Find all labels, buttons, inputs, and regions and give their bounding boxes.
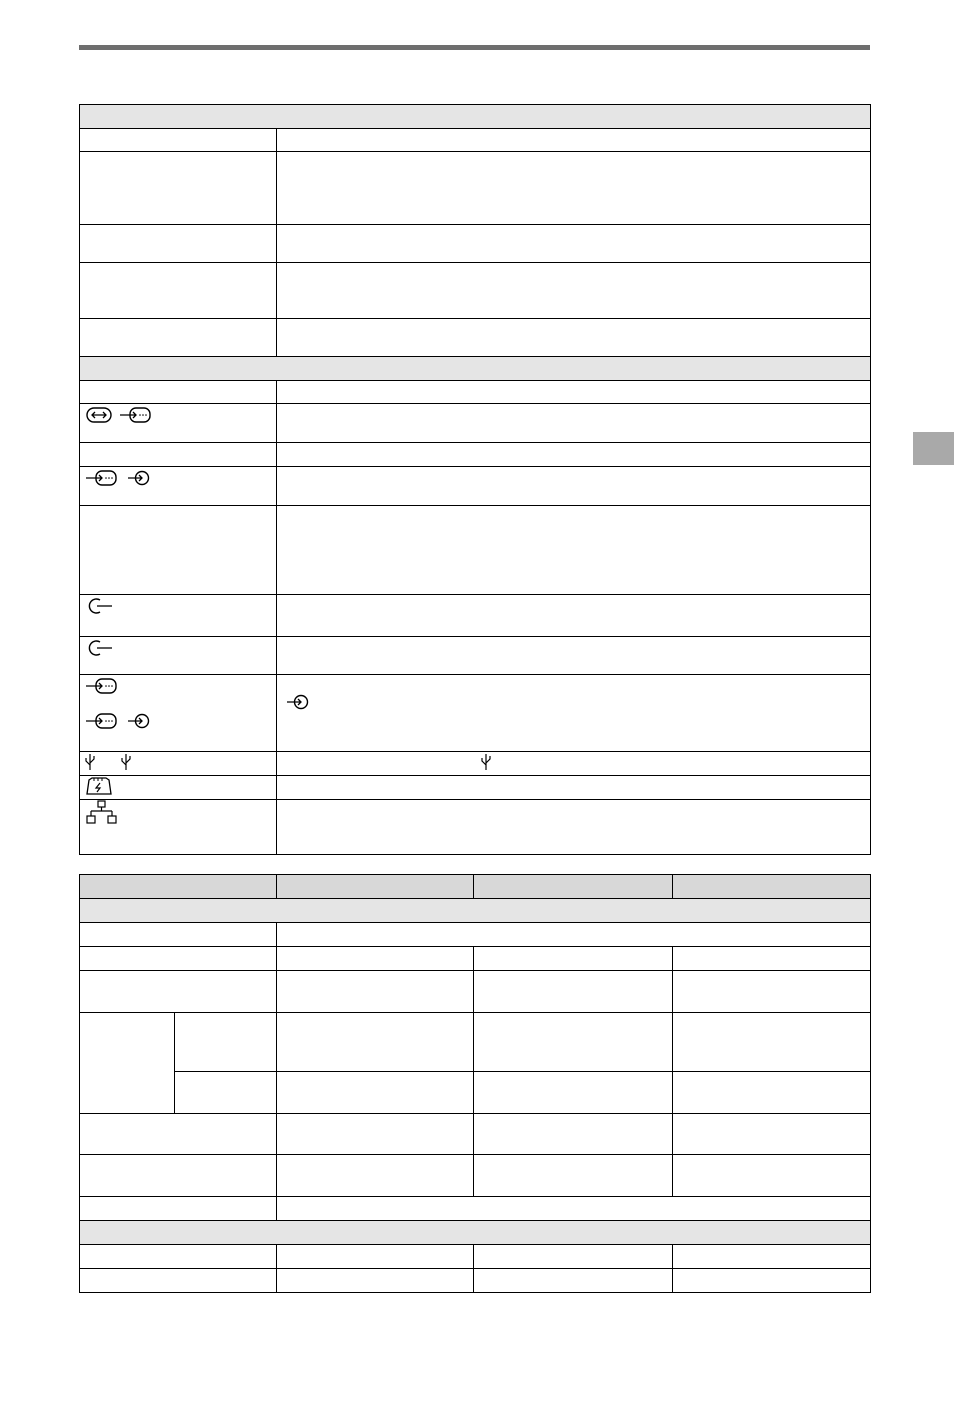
table-row [80, 595, 871, 637]
table-row [80, 319, 871, 357]
table-row [80, 637, 871, 675]
lan-network-icon [84, 800, 118, 826]
component-input-icon [281, 691, 311, 713]
section-row [80, 105, 871, 129]
section-row [80, 899, 871, 923]
table-row [80, 1072, 871, 1114]
table-row [80, 1245, 871, 1269]
usb-icon [281, 752, 501, 772]
audio-output-icon [84, 637, 118, 659]
section-row [80, 357, 871, 381]
av-input-icon [84, 676, 124, 696]
table-row [80, 467, 871, 506]
table-row [80, 263, 871, 319]
table-row [80, 381, 871, 404]
table-row [80, 1197, 871, 1221]
av-input-icon [84, 467, 154, 489]
card-slot-icon [84, 776, 114, 796]
av-input-icon [84, 710, 154, 732]
section-tab-marker [913, 432, 954, 465]
table-row [80, 129, 871, 152]
table-row [80, 752, 871, 776]
table-row [80, 1013, 871, 1072]
input-output-icon [84, 404, 154, 426]
table-row [80, 971, 871, 1013]
table-row [80, 404, 871, 443]
table-row [80, 225, 871, 263]
table-row [80, 506, 871, 595]
table-row [80, 1155, 871, 1197]
table-row [80, 923, 871, 947]
table-row [80, 776, 871, 800]
usb-icon [84, 752, 144, 772]
table-row [80, 152, 871, 225]
spec-table-models [79, 874, 871, 1293]
spec-table-system [79, 104, 871, 855]
table-row [80, 443, 871, 467]
header-rule [79, 45, 870, 50]
table-row [80, 1269, 871, 1293]
table-row [80, 800, 871, 855]
headphone-output-icon [84, 595, 118, 617]
table-row [80, 947, 871, 971]
header-row [80, 875, 871, 899]
table-row [80, 1114, 871, 1155]
section-row [80, 1221, 871, 1245]
table-row [80, 675, 871, 752]
